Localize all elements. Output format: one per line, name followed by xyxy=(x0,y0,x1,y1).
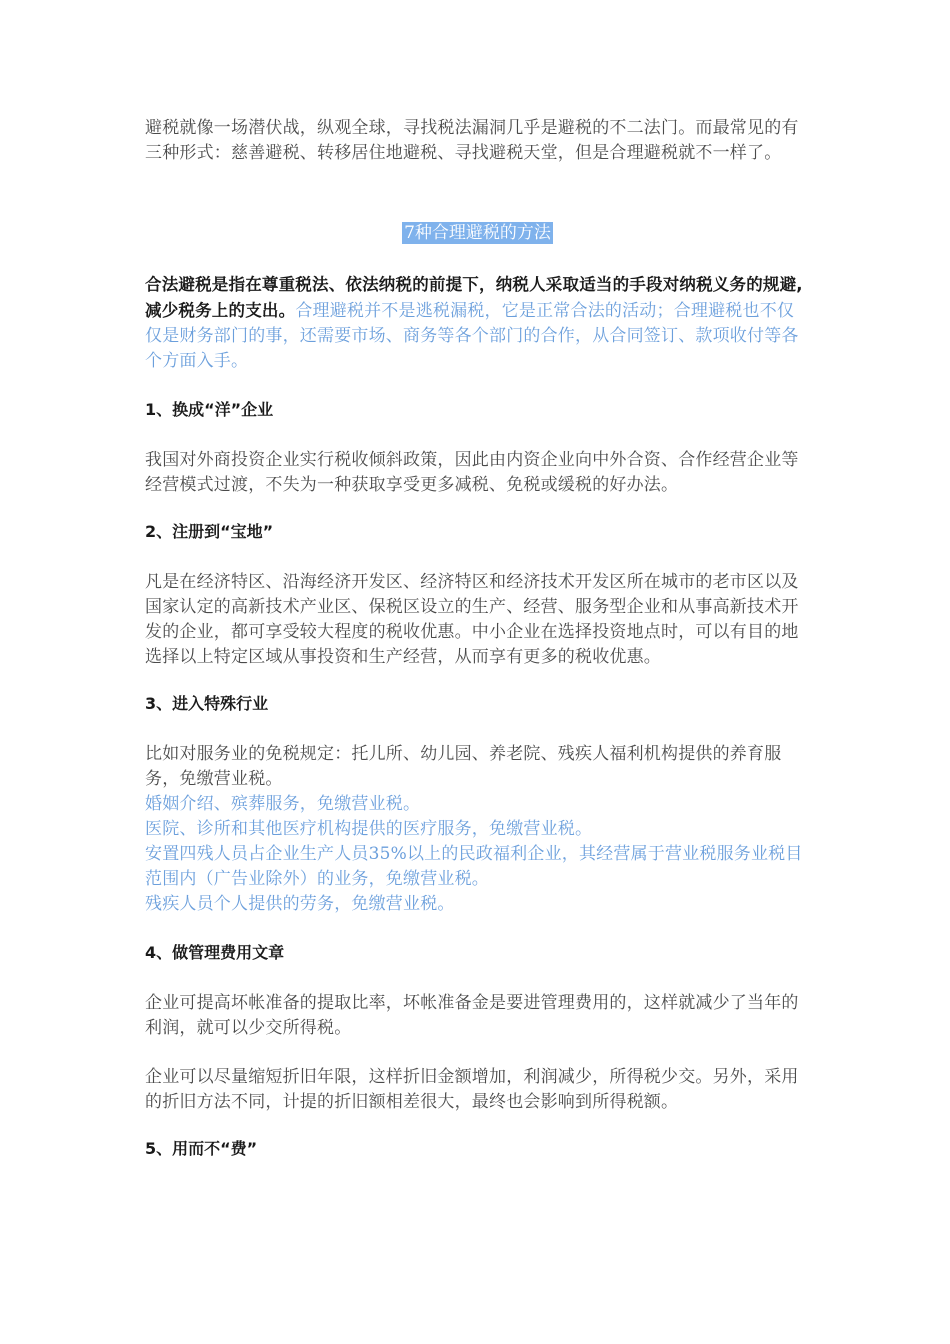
section-3-body: 比如对服务业的免税规定：托儿所、幼儿园、养老院、残疾人福利机构提供的养育服务，免缴营业税。 xyxy=(145,744,782,789)
section-3-blue-line-3: 安置四残人员占企业生产人员35%以上的民政福利企业，其经营属于营业税服务业税目范围内（广告业除外）的业务，免缴营业税。 xyxy=(145,844,803,889)
document-title: 7种合理避税的方法 xyxy=(404,223,551,243)
section-1-heading: 1、换成“洋”企业 xyxy=(145,400,274,419)
section-1-body: 我国对外商投资企业实行税收倾斜政策，因此由内资企业向中外合资、合作经营企业等经营模式过渡，不失为一种获取享受更多减税、免税或缓税的好办法。 xyxy=(145,450,799,495)
definition-bold-text: 合法避税是指在尊重税法、依法纳税的前提下，纳税人采取适当的手段对纳税义务的规避,减少税务上的支出。 xyxy=(145,275,803,320)
intro-paragraph: 避税就像一场潜伏战，纵观全球，寻找税法漏洞几乎是避税的不二法门。而最常见的有三种形式：慈善避税、转移居住地避税、寻找避税天堂，但是合理避税就不一样了。 xyxy=(145,118,799,163)
section-3-blue-line-2: 医院、诊所和其他医疗机构提供的医疗服务，免缴营业税。 xyxy=(145,819,593,839)
section-2-heading: 2、注册到“宝地” xyxy=(145,522,274,541)
section-4-heading: 4、做管理费用文章 xyxy=(145,943,285,962)
section-3-heading: 3、进入特殊行业 xyxy=(145,694,269,713)
section-3-blue-line-1: 婚姻介绍、殡葬服务，免缴营业税。 xyxy=(145,794,421,814)
section-3-blue-line-4: 残疾人员个人提供的劳务，免缴营业税。 xyxy=(145,894,455,914)
document-page xyxy=(145,116,810,1161)
section-4-body-2: 企业可以尽量缩短折旧年限，这样折旧金额增加，利润减少，所得税少交。另外，采用的折旧方法不同，计提的折旧额相差很大，最终也会影响到所得税额。 xyxy=(145,1067,799,1112)
title-line xyxy=(145,222,810,244)
section-2-body: 凡是在经济特区、沿海经济开发区、经济特区和经济技术开发区所在城市的老市区以及国家认定的高新技术产业区、保税区设立的生产、经营、服务型企业和从事高新技术开发的企业，都可享受较大程度的税收优惠。中小企业在选择投资地点时，可以有目的地选择以上特定区域从事投资和生产经营，从而享有更多的税收优惠。 xyxy=(145,572,799,667)
section-4-body: 企业可提高坏帐准备的提取比率，坏帐准备金是要进管理费用的，这样就减少了当年的利润，就可以少交所得税。 xyxy=(145,993,799,1038)
section-5-heading: 5、用而不“费” xyxy=(145,1139,258,1158)
definition-blue-text: 合理避税并不是逃税漏税，它是正常合法的活动；合理避税也不仅仅是财务部门的事，还需要市场、商务等各个部门的合作，从合同签订、款项收付等各个方面入手。 xyxy=(145,301,799,371)
definition-paragraph xyxy=(145,272,810,374)
